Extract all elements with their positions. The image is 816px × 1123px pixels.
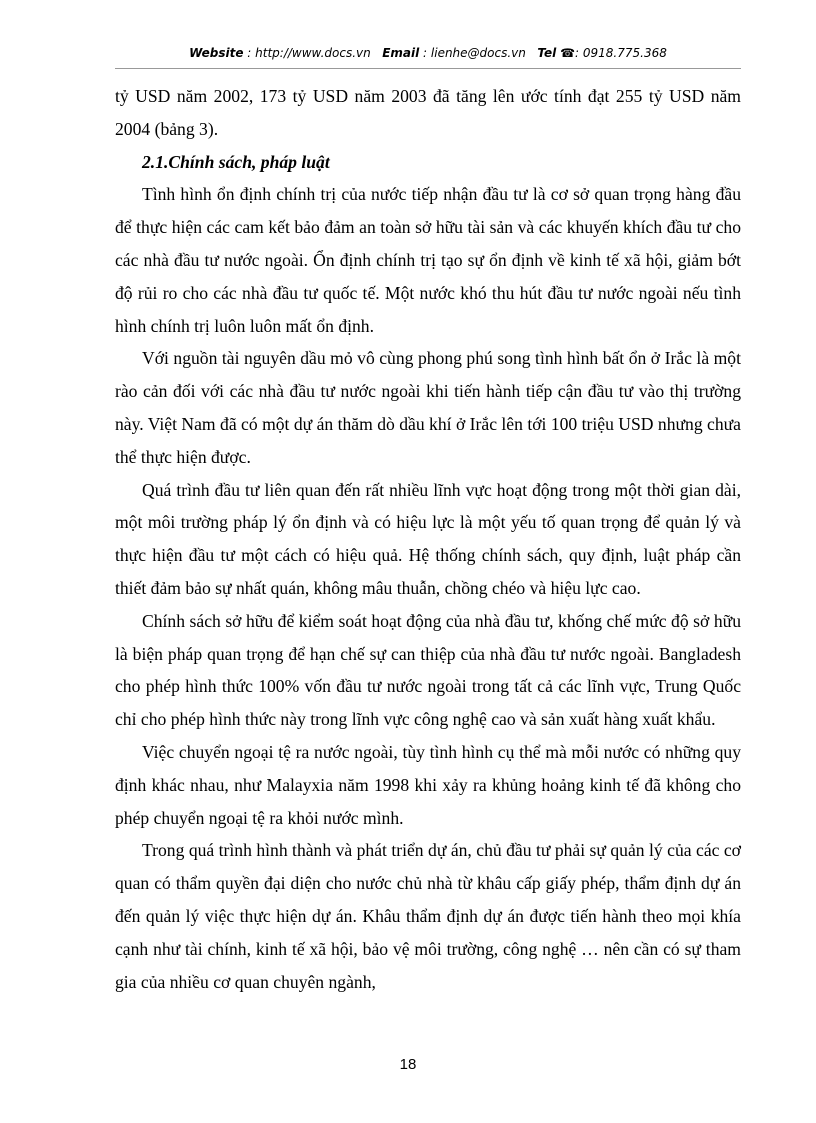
website-label: Website (189, 46, 244, 60)
paragraph-ownership-policy: Chính sách sở hữu để kiểm soát hoạt động của nhà đầu tư, khống chế mức độ sở hữu là biện pháp quan trọng để hạn chế sự can thiệp của nhà đầu tư nước ngoài. Bangladesh cho phép hình thức 100% vốn đầu tư nước ngoài trong tất cả các lĩnh vực, Trung Quốc chỉ cho phép hình thức này trong lĩnh vực công nghệ cao và sản xuất hàng xuất khẩu. (115, 610, 741, 730)
paragraph-continued: tỷ USD năm 2002, 173 tỷ USD năm 2003 đã tăng lên ước tính đạt 255 tỷ USD năm 2004 (bảng 3). (115, 86, 741, 139)
tel-number: : 0918.775.368 (575, 46, 667, 60)
email-label: Email (382, 46, 420, 60)
tel-label: Tel (537, 46, 557, 60)
paragraph-political-stability: Tình hình ổn định chính trị của nước tiếp nhận đầu tư là cơ sở quan trọng hàng đầu để thực hiện các cam kết bảo đảm an toàn sở hữu tài sản và các khuyến khích đầu tư cho các nhà đầu tư nước ngoài. Ổn định chính trị tạo sự ổn định về kinh tế xã hội, giảm bớt độ rủi ro cho các nhà đầu tư quốc tế. Một nước khó thu hút đầu tư nước ngoài nếu tình hình chính trị luôn luôn mất ổn định. (115, 184, 741, 336)
document-body (115, 80, 741, 998)
paragraph-currency-transfer: Việc chuyển ngoại tệ ra nước ngoài, tùy tình hình cụ thể mà mỗi nước có những quy định khác nhau, như Malayxia năm 1998 khi xảy ra khủng hoảng kinh tế đã không cho phép chuyển ngoại tệ ra khỏi nước mình. (115, 741, 741, 828)
section-heading: 2.1.Chính sách, pháp luật (142, 151, 330, 172)
paragraph-project-management: Trong quá trình hình thành và phát triển dự án, chủ đầu tư phải sự quản lý của các cơ quan có thẩm quyền đại diện cho nước chủ nhà từ khâu cấp giấy phép, thẩm định dự án đến quản lý việc thực hiện dự án. Khâu thẩm định dự án được tiến hành theo mọi khía cạnh như tài chính, kinh tế xã hội, bảo vệ môi trường, công nghệ … nên cần có sự tham gia của nhiều cơ quan chuyên ngành, (115, 840, 741, 992)
header-divider (115, 68, 741, 69)
phone-icon: ☎ (560, 46, 576, 60)
page-header (115, 46, 741, 60)
paragraph-iraq: Với nguồn tài nguyên dầu mỏ vô cùng phong phú song tình hình bất ổn ở Irắc là một rào cản đối với các nhà đầu tư nước ngoài khi tiến hành tiếp cận đầu tư vào thị trường này. Việt Nam đã có một dự án thăm dò dầu khí ở Irắc lên tới 100 triệu USD nhưng chưa thể thực hiện được. (115, 348, 741, 467)
paragraph-legal-environment: Quá trình đầu tư liên quan đến rất nhiều lĩnh vực hoạt động trong một thời gian dài, một môi trường pháp lý ổn định và có hiệu lực là một yếu tố quan trọng để quản lý và thực hiện đầu tư một cách có hiệu quả. Hệ thống chính sách, quy định, luật pháp cần thiết đảm bảo sự nhất quán, không mâu thuẫn, chồng chéo và hiệu lực cao. (115, 479, 741, 598)
page-number: 18 (399, 1056, 417, 1073)
website-url[interactable]: : http://www.docs.vn (247, 46, 371, 60)
email-address[interactable]: : lienhe@docs.vn (423, 46, 526, 60)
